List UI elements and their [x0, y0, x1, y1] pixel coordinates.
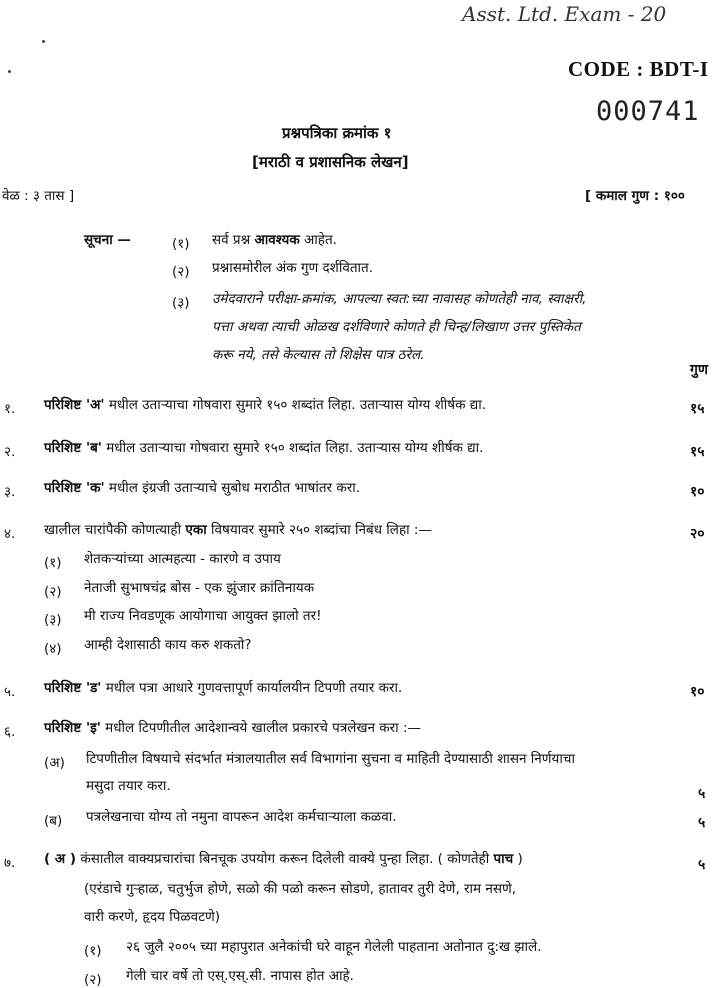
instruction-3-line-1: उमेदवाराने परीक्षा-क्रमांक, आपल्या स्वत:च्या नावासह कोणतेही नाव, स्वाक्षरी,	[212, 291, 587, 307]
paper-title: प्रश्नपत्रिका क्रमांक १	[282, 124, 392, 142]
instruction-3-line-3: करू नये, तसे केल्यास तो शिक्षेस पात्र ठरेल.	[212, 347, 425, 363]
scan-speck	[8, 70, 11, 73]
question-2-marks: १५	[690, 444, 705, 460]
option-number: (२)	[44, 584, 62, 600]
instruction-3-line-2: पत्ता अथवा त्याची ओळख दर्शविणारे कोणते ही चिन्ह/लिखाण उत्तर पुस्तिकेत	[212, 319, 581, 335]
question-2-text: परिशिष्ट 'ब' मधील उताऱ्याचा गोषवारा सुमारे १५० शब्दांत लिहा. उताऱ्यास योग्य शीर्षक द्या.	[44, 440, 484, 456]
time-limit: वेळ : ३ तास ]	[2, 188, 75, 204]
question-3-text: परिशिष्ट 'क' मधील इंग्रजी उताऱ्याचे सुबोध मराठीत भाषांतर करा.	[44, 480, 361, 496]
sentence-number: (१)	[84, 943, 102, 959]
essay-option: नेताजी सुभाषचंद्र बोस - एक झुंजार क्रांतिनायक	[84, 580, 315, 596]
marks-column-header: गुण	[690, 362, 709, 378]
max-marks: [ कमाल गुण : १००	[585, 188, 685, 204]
question-7-text: ( अ ) कंसातील वाक्यप्रचारांचा बिनचूक उपयोग करून दिलेली वाक्ये पुन्हा लिहा. ( कोणतेही पाच )	[44, 851, 523, 867]
question-5-marks: १०	[690, 684, 705, 700]
instruction-number: (२)	[172, 264, 190, 280]
essay-option: शेतकऱ्यांच्या आत्महत्या - कारणे व उपाय	[84, 551, 281, 567]
serial-number: 000741	[596, 96, 700, 127]
question-6b-text: पत्रलेखनाचा योग्य तो नमुना वापरून आदेश कर्मचाऱ्याला कळवा.	[86, 809, 397, 825]
question-number: २.	[4, 444, 16, 460]
essay-option: मी राज्य निवडणूक आयोगाचा आयुक्त झालो तर!	[84, 608, 322, 624]
question-3-marks: १०	[690, 484, 705, 500]
option-number: (१)	[44, 555, 62, 571]
question-number: ५.	[4, 684, 16, 700]
phrases-line-2: वारी करणे, हृदय पिळवटणे)	[84, 909, 221, 925]
option-number: (३)	[44, 612, 62, 628]
scan-speck	[42, 40, 45, 43]
question-1-text: परिशिष्ट 'अ' मधील उताऱ्याचा गोषवारा सुमारे १५० शब्दांत लिहा. उताऱ्यास योग्य शीर्षक द्या.	[44, 397, 487, 413]
question-4-marks: २०	[690, 526, 705, 542]
question-4-text: खालील चारांपैकी कोणत्याही एका विषयावर सुमारे २५० शब्दांचा निबंध लिहा :—	[44, 522, 432, 538]
question-6b-marks: ५	[698, 815, 706, 831]
subpart-number: (अ)	[44, 755, 65, 771]
question-6-text: परिशिष्ट 'इ' मधील टिपणीतील आदेशान्वये खालील प्रकारचे पत्रलेखन करा :—	[44, 720, 422, 736]
sentence-number: (२)	[84, 972, 102, 988]
question-7-marks: ५	[698, 857, 706, 873]
subpart-number: (ब)	[44, 813, 63, 829]
question-number: ४.	[4, 526, 16, 542]
sentence-1: २६ जुलै २००५ च्या महापुरात अनेकांची घरे वाहून गेलेली पाहताना अतोनात दु:ख झाले.	[126, 939, 542, 955]
question-6a-line-2: मसुदा तयार करा.	[86, 778, 171, 794]
question-number: ७.	[4, 855, 16, 871]
instruction-number: (३)	[172, 295, 190, 311]
instruction-1: सर्व प्रश्न आवश्यक आहेत.	[212, 232, 337, 248]
instruction-number: (१)	[172, 236, 190, 252]
instructions-label: सूचना —	[84, 232, 131, 248]
sentence-2: गेली चार वर्षे तो एस्.एस्.सी. नापास होत आहे.	[126, 968, 354, 984]
question-6a-line-1: टिपणीतील विषयाचे संदर्भात मंत्रालयातील सर्व विभागांना सुचना व माहिती देण्यासाठी शासन निर्णयाचा	[86, 751, 575, 767]
phrases-line-1: (एरंडाचे गुऱ्हाळ, चतुर्भुज होणे, सळो की पळो करून सोडणे, हातावर तुरी देणे, राम नसणे,	[84, 881, 517, 897]
handwritten-note: Asst. Ltd. Exam - 20	[462, 2, 667, 26]
essay-option: आम्ही देशासाठी काय करु शकतो?	[84, 637, 252, 653]
paper-subject: [मराठी व प्रशासनिक लेखन]	[252, 153, 409, 171]
question-5-text: परिशिष्ट 'ड' मधील पत्रा आधारे गुणवत्तापूर्ण कार्यालयीन टिपणी तयार करा.	[44, 680, 403, 696]
question-number: ६.	[4, 724, 16, 740]
question-6a-marks: ५	[698, 786, 706, 802]
question-1-marks: १५	[690, 401, 705, 417]
question-number: ३.	[4, 484, 16, 500]
option-number: (४)	[44, 641, 62, 657]
exam-code: CODE : BDT-I	[568, 57, 709, 81]
instruction-2: प्रश्नासमोरील अंक गुण दर्शवितात.	[212, 260, 374, 276]
question-number: १.	[4, 401, 16, 417]
